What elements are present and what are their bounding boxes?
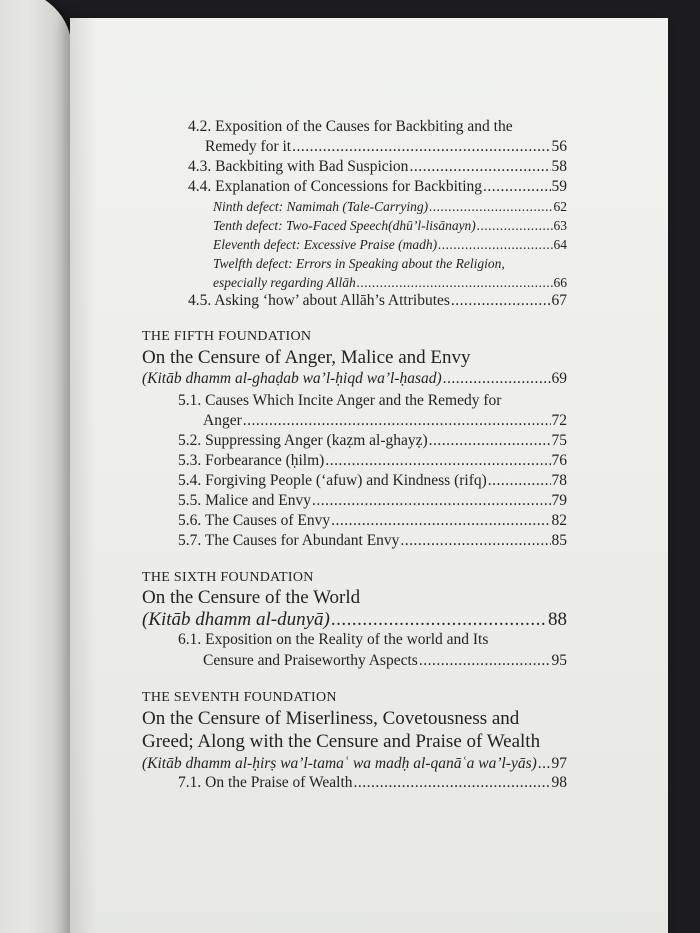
toc-entry-label: Eleventh defect: Excessive Praise (madh)	[213, 237, 438, 252]
toc-entry-4-2	[205, 138, 567, 156]
toc-entry-label: Ninth defect: Namimah (Tale-Carrying)	[213, 199, 429, 214]
leader-dots	[331, 512, 550, 530]
toc-entry-label: 4.4. Explanation of Concessions for Backbiting	[188, 178, 483, 195]
toc-entry-ninth-defect	[213, 199, 567, 215]
toc-entry-5-7	[178, 532, 567, 550]
fifth-foundation-title: On the Censure of Anger, Malice and Envy	[142, 347, 471, 368]
page-number: 82	[551, 512, 567, 529]
page-number: 97	[551, 755, 567, 772]
book-page	[70, 18, 668, 933]
toc-entry-tenth-defect	[213, 218, 567, 234]
toc-entry-label: (Kitāb dhamm al-ghaḍab wa’l-ḥiqd wa’l-ḥasad)	[142, 370, 442, 387]
leader-dots	[429, 432, 551, 450]
leader-dots	[443, 370, 551, 388]
fifth-foundation-arabic-entry	[142, 370, 567, 388]
fifth-foundation-heading: THE FIFTH FOUNDATION	[142, 329, 312, 344]
toc-entry-label: 5.6. The Causes of Envy	[178, 512, 331, 529]
seventh-foundation-title-line1: On the Censure of Miserliness, Covetousness and	[142, 708, 520, 729]
page-number: 66	[553, 275, 567, 290]
seventh-foundation-arabic-entry	[142, 755, 567, 773]
toc-entry-label: (Kitāb dhamm al-ḥirṣ wa’l-tamaʿ wa madḥ al-qanāʿa wa’l-yās)	[142, 755, 537, 772]
leader-dots	[409, 158, 550, 176]
toc-entry-label: Anger	[203, 412, 242, 429]
page-number: 98	[551, 774, 567, 791]
leader-dots	[357, 275, 553, 291]
leader-dots	[451, 292, 551, 310]
leader-dots	[538, 755, 551, 773]
page-number: 75	[551, 432, 567, 449]
toc-entry-6-1-label: 6.1. Exposition on the Reality of the world and Its	[178, 631, 489, 648]
leader-dots	[477, 218, 553, 234]
toc-entry-5-4	[178, 472, 567, 490]
toc-entry-twelfth-defect	[213, 275, 567, 291]
table-of-contents	[70, 18, 668, 933]
seventh-foundation-title-line2: Greed; Along with the Censure and Praise of Wealth	[142, 731, 541, 752]
leader-dots	[483, 178, 550, 196]
toc-entry-label: 5.7. The Causes for Abundant Envy	[178, 532, 400, 549]
leader-dots	[292, 138, 550, 156]
toc-entry-twelfth-defect-label: Twelfth defect: Errors in Speaking about the Religion,	[213, 256, 505, 271]
page-number: 56	[551, 138, 567, 155]
leader-dots	[312, 492, 550, 510]
page-number: 72	[551, 412, 567, 429]
toc-entry-label: 5.4. Forgiving People (‘afuw) and Kindness (rifq)	[178, 472, 487, 489]
toc-entry-label: especially regarding Allāh	[213, 275, 356, 290]
toc-entry-5-5	[178, 492, 567, 510]
toc-entry-7-1	[178, 774, 567, 792]
page-number: 63	[553, 218, 567, 233]
toc-entry-label: 5.5. Malice and Envy	[178, 492, 312, 509]
page-number: 64	[553, 237, 567, 252]
toc-entry-eleventh-defect	[213, 237, 567, 253]
sixth-foundation-heading: THE SIXTH FOUNDATION	[142, 570, 314, 585]
leader-dots	[419, 652, 551, 670]
toc-entry-6-1	[203, 652, 567, 670]
toc-entry-label: Remedy for it	[205, 138, 292, 155]
toc-entry-4-4	[188, 178, 567, 196]
toc-entry-4-3	[188, 158, 567, 176]
leader-dots	[438, 237, 552, 253]
page-number: 95	[551, 652, 567, 669]
page-number: 88	[548, 609, 567, 630]
toc-entry-5-6	[178, 512, 567, 530]
toc-entry-5-3	[178, 452, 567, 470]
sixth-foundation-arabic-entry	[142, 609, 567, 631]
leader-dots	[354, 774, 551, 792]
leader-dots	[325, 452, 550, 470]
page-number: 69	[551, 370, 567, 387]
page-number: 58	[551, 158, 567, 175]
toc-entry-4-2-label: 4.2. Exposition of the Causes for Backbiting and the	[188, 118, 513, 135]
toc-entry-5-1	[203, 412, 567, 430]
previous-page-edge	[0, 0, 72, 933]
toc-entry-label: 5.2. Suppressing Anger (kaẓm al-ghayẓ)	[178, 432, 428, 449]
page-number: 78	[551, 472, 567, 489]
page-number: 67	[551, 292, 567, 309]
leader-dots	[243, 412, 551, 430]
toc-entry-label: Tenth defect: Two-Faced Speech(dhū’l-lisānayn)	[213, 218, 476, 233]
toc-entry-label: 4.5. Asking ‘how’ about Allāh’s Attributes	[188, 292, 450, 309]
toc-entry-label: 5.3. Forbearance (ḥilm)	[178, 452, 325, 469]
toc-entry-label: 7.1. On the Praise of Wealth	[178, 774, 353, 791]
seventh-foundation-heading: THE SEVENTH FOUNDATION	[142, 690, 337, 705]
leader-dots	[331, 609, 547, 631]
toc-entry-label: (Kitāb dhamm al-dunyā)	[142, 609, 330, 630]
leader-dots	[488, 472, 551, 490]
page-number: 62	[553, 199, 567, 214]
toc-entry-5-1-label: 5.1. Causes Which Incite Anger and the Remedy for	[178, 392, 502, 409]
page-number: 85	[551, 532, 567, 549]
page-number: 59	[551, 178, 567, 195]
page-number: 79	[551, 492, 567, 509]
page-number: 76	[551, 452, 567, 469]
leader-dots	[429, 199, 552, 215]
toc-entry-label: 4.3. Backbiting with Bad Suspicion	[188, 158, 409, 175]
toc-entry-4-5	[188, 292, 567, 310]
leader-dots	[400, 532, 550, 550]
toc-entry-5-2	[178, 432, 567, 450]
toc-entry-label: Censure and Praiseworthy Aspects	[203, 652, 418, 669]
sixth-foundation-title: On the Censure of the World	[142, 587, 361, 608]
